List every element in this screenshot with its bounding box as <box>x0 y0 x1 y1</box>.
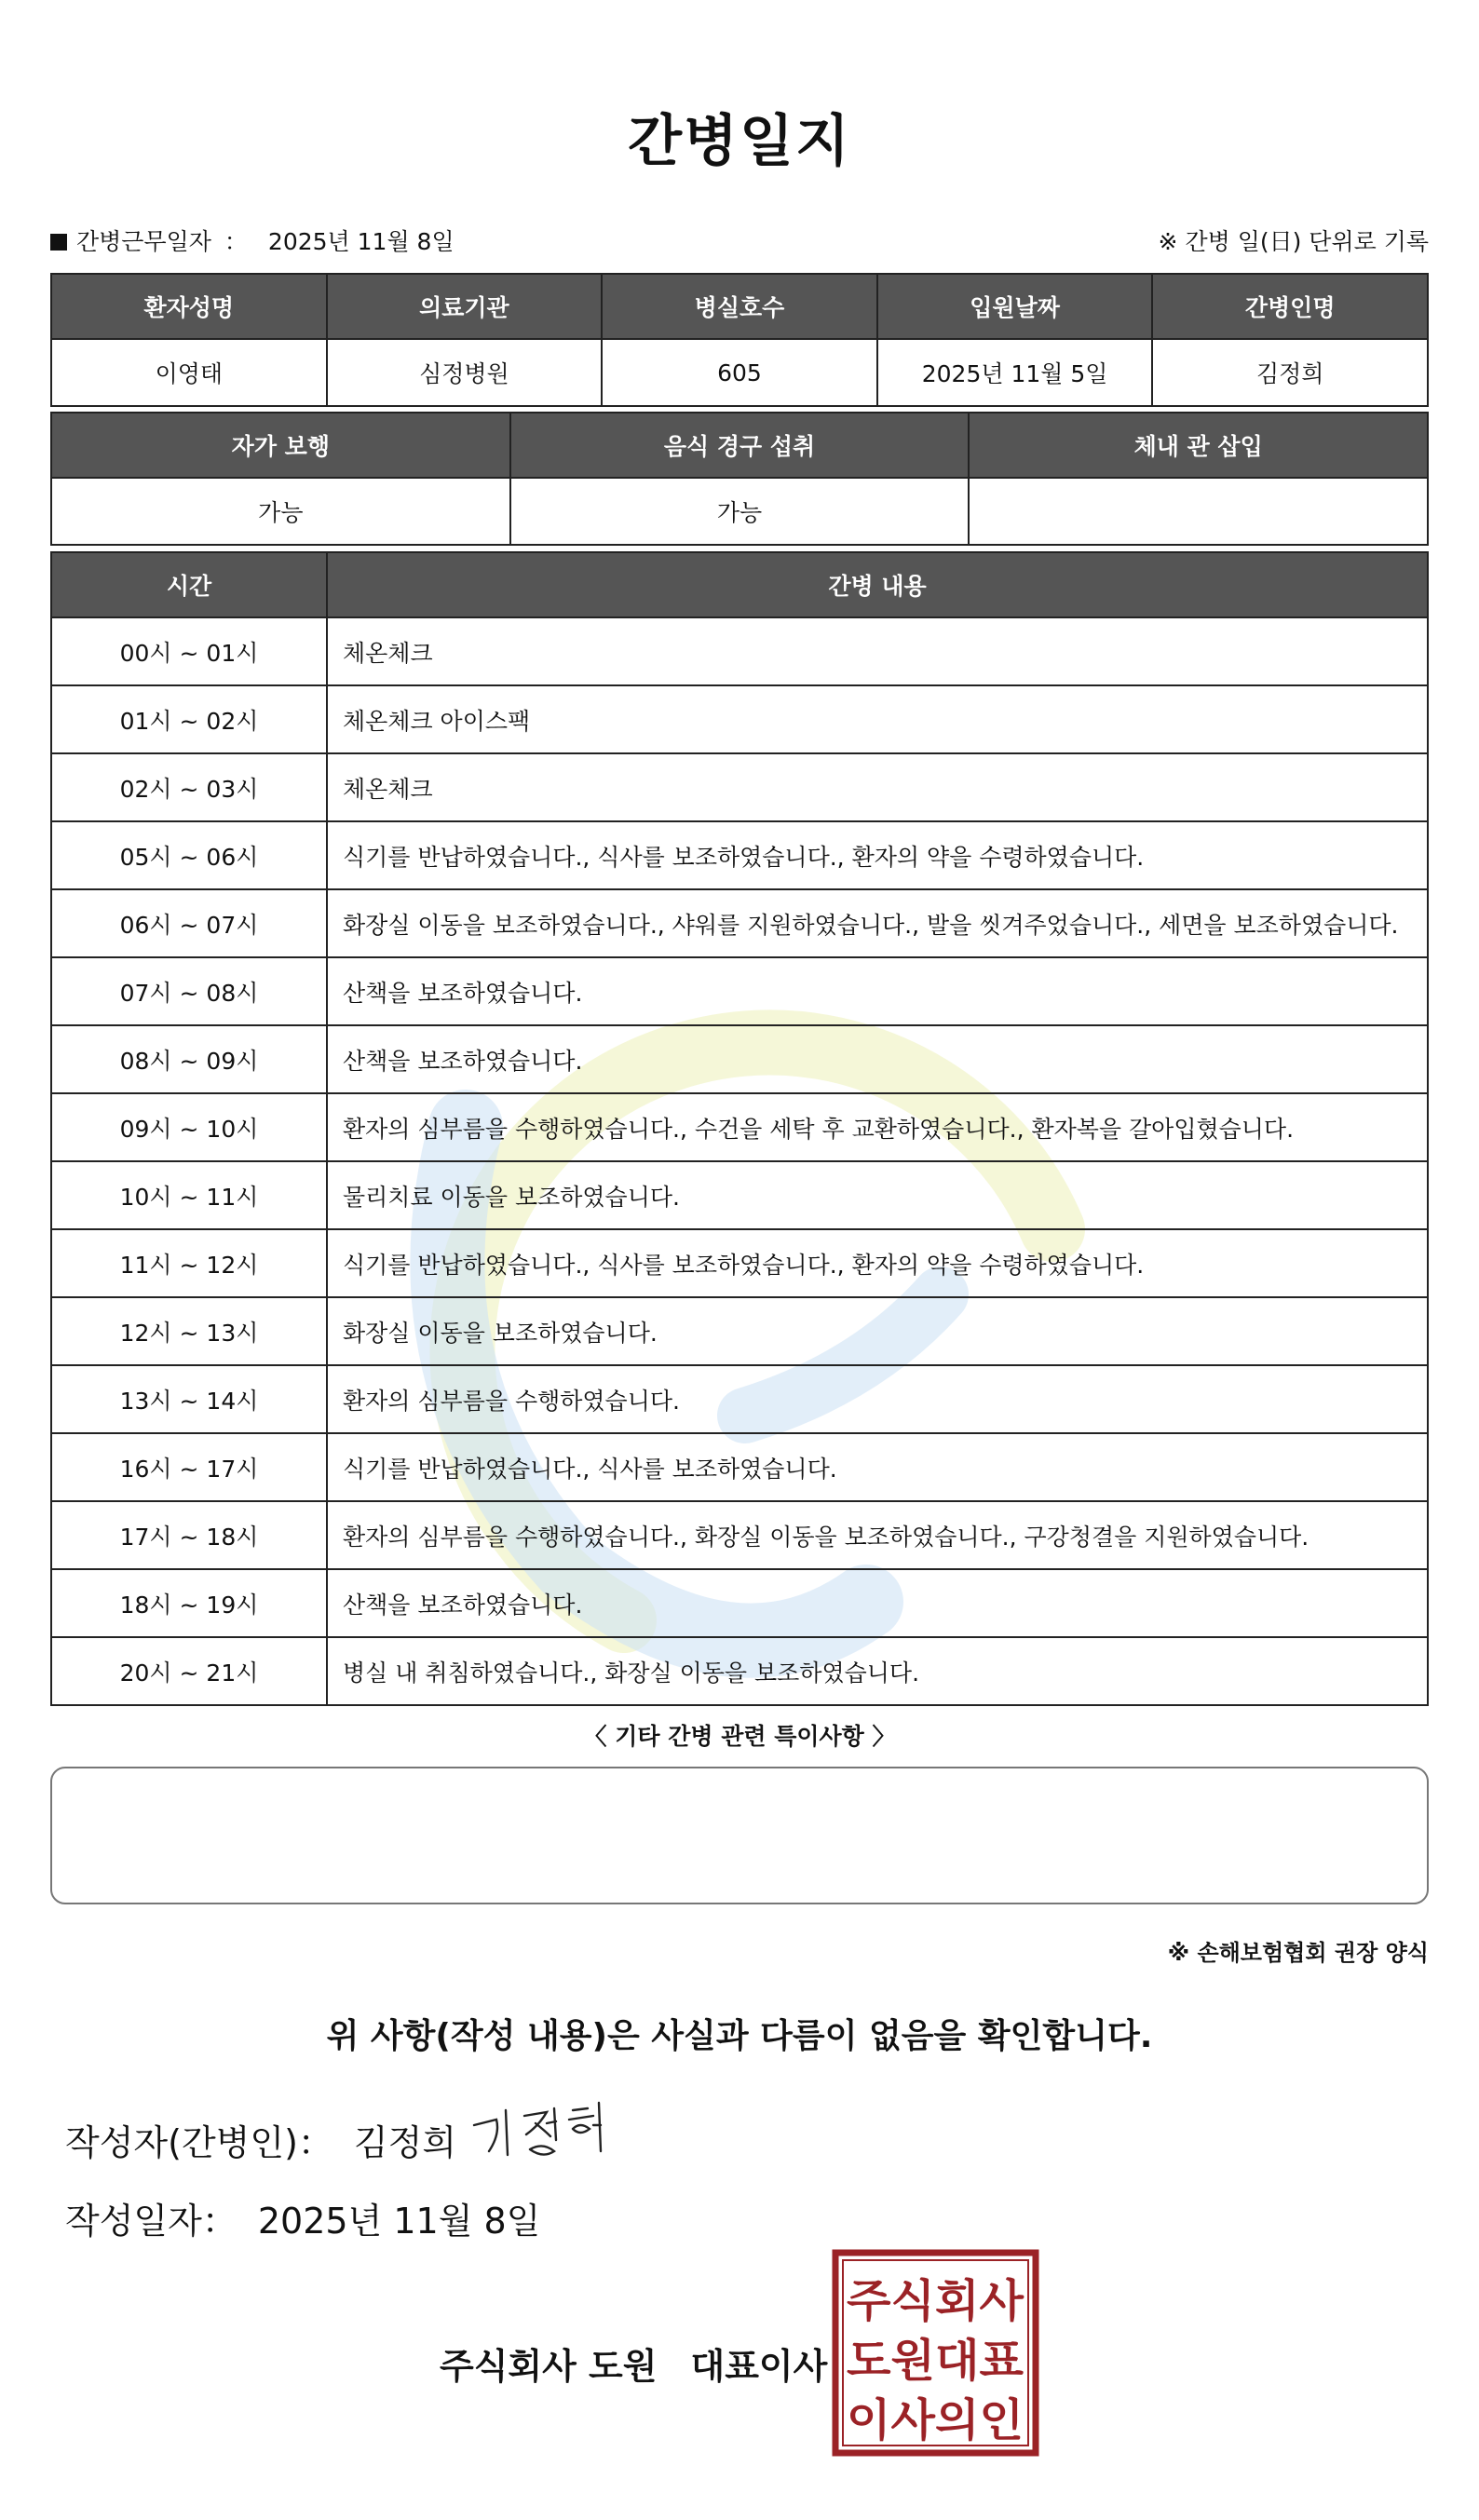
log-time: 05시 ~ 06시 <box>51 821 327 889</box>
log-time: 20시 ~ 21시 <box>51 1637 327 1705</box>
table-row <box>51 957 1428 1025</box>
log-time: 16시 ~ 17시 <box>51 1433 327 1501</box>
hospital-name: 심정병원 <box>327 339 603 406</box>
log-time: 07시 ~ 08시 <box>51 957 327 1025</box>
written-date-line <box>65 2192 540 2243</box>
writer-name: 김정희 <box>353 2122 457 2163</box>
company-seal-stamp <box>832 2249 1039 2457</box>
svg-text:이사의인: 이사의인 <box>847 2394 1024 2446</box>
log-time: 06시 ~ 07시 <box>51 889 327 957</box>
log-content: 화장실 이동을 보조하였습니다. <box>327 1297 1428 1365</box>
log-time: 12시 ~ 13시 <box>51 1297 327 1365</box>
work-date-colon: ： <box>224 228 248 255</box>
log-content: 화장실 이동을 보조하였습니다., 샤워를 지원하였습니다., 발을 씻겨주었습니다., 세면을 보조하였습니다. <box>327 889 1428 957</box>
oral-intake-value: 가능 <box>510 478 970 545</box>
care-log-table <box>50 551 1429 1706</box>
table-row <box>51 1161 1428 1229</box>
table-row <box>51 1025 1428 1093</box>
table-row <box>51 1501 1428 1569</box>
header-hospital: 의료기관 <box>327 274 603 339</box>
log-time: 08시 ~ 09시 <box>51 1025 327 1093</box>
header-admission-date: 입원날짜 <box>877 274 1153 339</box>
table-row <box>51 1637 1428 1705</box>
header-room-number: 병실호수 <box>602 274 877 339</box>
log-content: 식기를 반납하였습니다., 식사를 보조하였습니다. <box>327 1433 1428 1501</box>
header-patient-name: 환자성명 <box>51 274 327 339</box>
written-date-value: 2025년 11월 8일 <box>257 2201 541 2242</box>
log-time: 00시 ~ 01시 <box>51 617 327 685</box>
square-bullet-icon <box>50 234 67 251</box>
notes-title: 〈 기타 간병 관련 특이사항 〉 <box>583 1723 896 1750</box>
header-oral-intake: 음식 경구 섭취 <box>510 413 970 478</box>
company-rep-title: 대표이사 <box>690 2346 828 2387</box>
written-date-label: 작성일자： <box>65 2201 237 2242</box>
svg-text:주식회사: 주식회사 <box>847 2275 1024 2327</box>
work-date-label: 간병근무일자 <box>76 228 211 255</box>
header-self-walking: 자가 보행 <box>51 413 510 478</box>
table-row <box>51 617 1428 685</box>
table-row <box>51 1365 1428 1433</box>
table-row <box>51 1297 1428 1365</box>
table-row <box>51 1093 1428 1161</box>
log-content: 체온체크 <box>327 753 1428 821</box>
header-care-content: 간병 내용 <box>327 552 1428 617</box>
table-row <box>51 1433 1428 1501</box>
patient-info-table <box>50 273 1429 407</box>
log-time: 01시 ~ 02시 <box>51 685 327 753</box>
header-time: 시간 <box>51 552 327 617</box>
log-content: 산책을 보조하였습니다. <box>327 1569 1428 1637</box>
log-time: 18시 ~ 19시 <box>51 1569 327 1637</box>
svg-text:도원대표: 도원대표 <box>847 2335 1024 2387</box>
log-content: 병실 내 취침하였습니다., 화장실 이동을 보조하였습니다. <box>327 1637 1428 1705</box>
record-unit-note: ※ 간병 일(日) 단위로 기록 <box>1158 228 1429 255</box>
work-date-row <box>50 224 1429 261</box>
table-row <box>51 821 1428 889</box>
log-time: 02시 ~ 03시 <box>51 753 327 821</box>
log-time: 09시 ~ 10시 <box>51 1093 327 1161</box>
log-time: 11시 ~ 12시 <box>51 1229 327 1297</box>
table-row <box>51 889 1428 957</box>
caregiver-name: 김정희 <box>1152 339 1428 406</box>
table-row <box>51 685 1428 753</box>
table-row <box>51 1229 1428 1297</box>
tube-insertion-value <box>969 478 1428 545</box>
log-content: 환자의 심부름을 수행하였습니다., 화장실 이동을 보조하였습니다., 구강청결을 지원하였습니다. <box>327 1501 1428 1569</box>
care-log-rows <box>51 617 1428 1705</box>
recommended-form-note: ※ 손해보험협회 권장 양식 <box>1167 1940 1429 1966</box>
log-content: 식기를 반납하였습니다., 식사를 보조하였습니다., 환자의 약을 수령하였습니다. <box>327 1229 1428 1297</box>
log-content: 체온체크 <box>327 617 1428 685</box>
page-title: 간병일지 <box>628 109 851 174</box>
self-walking-value: 가능 <box>51 478 510 545</box>
log-time: 10시 ~ 11시 <box>51 1161 327 1229</box>
patient-status-table <box>50 412 1429 546</box>
header-caregiver-name: 간병인명 <box>1152 274 1428 339</box>
log-content: 산책을 보조하였습니다. <box>327 957 1428 1025</box>
admission-date: 2025년 11월 5일 <box>877 339 1153 406</box>
log-time: 13시 ~ 14시 <box>51 1365 327 1433</box>
log-content: 식기를 반납하였습니다., 식사를 보조하였습니다., 환자의 약을 수령하였습니다. <box>327 821 1428 889</box>
writer-line <box>65 2114 456 2165</box>
header-tube-insertion: 체내 관 삽입 <box>969 413 1428 478</box>
notes-box <box>50 1767 1429 1904</box>
work-date-value: 2025년 11월 8일 <box>267 228 455 255</box>
confirmation-statement: 위 사항(작성 내용)은 사실과 다름이 없음을 확인합니다. <box>326 2017 1153 2055</box>
log-content: 산책을 보조하였습니다. <box>327 1025 1428 1093</box>
log-content: 물리치료 이동을 보조하였습니다. <box>327 1161 1428 1229</box>
log-content: 환자의 심부름을 수행하였습니다., 수건을 세탁 후 교환하였습니다., 환자복을 갈아입혔습니다. <box>327 1093 1428 1161</box>
writer-label: 작성자(간병인)： <box>65 2122 333 2163</box>
company-name: 주식회사 도원 <box>440 2346 658 2387</box>
table-row <box>51 1569 1428 1637</box>
log-time: 17시 ~ 18시 <box>51 1501 327 1569</box>
log-content: 환자의 심부름을 수행하였습니다. <box>327 1365 1428 1433</box>
company-line <box>440 2337 827 2389</box>
patient-name: 이영태 <box>51 339 327 406</box>
log-content: 체온체크 아이스팩 <box>327 685 1428 753</box>
room-number: 605 <box>602 339 877 406</box>
handwritten-signature <box>468 2097 617 2172</box>
table-row <box>51 753 1428 821</box>
